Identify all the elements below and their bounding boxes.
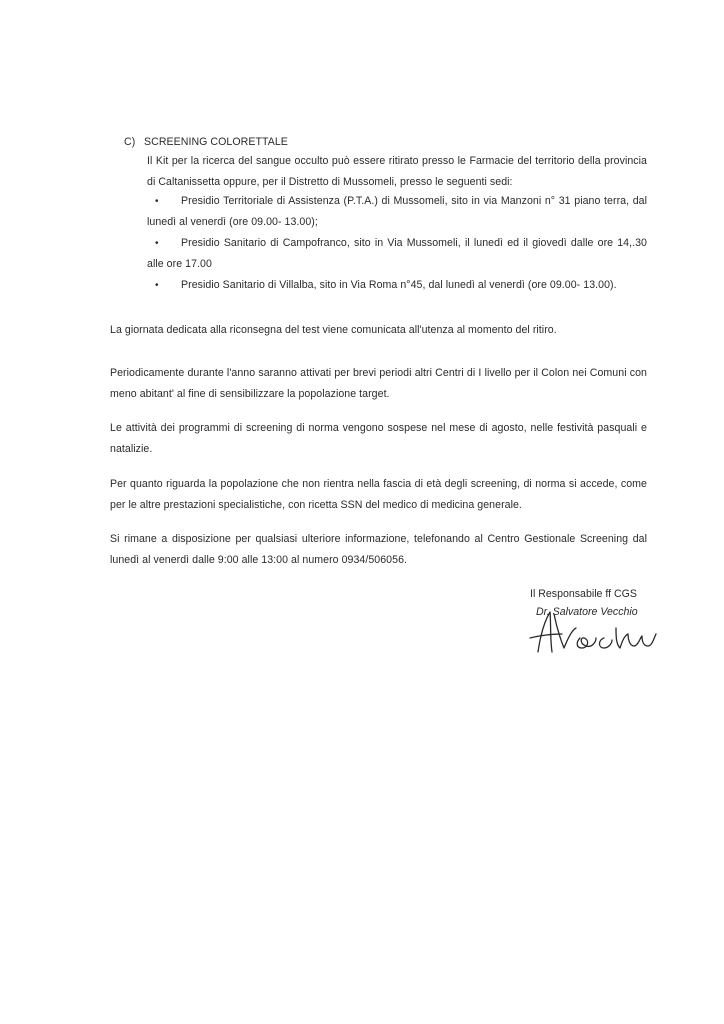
- list-item: [147, 233, 647, 275]
- paragraph-contatti: Si rimane a disposizione per qualsiasi ulteriore informazione, telefonando al Centro Gestionale Screening dal lunedì al venerdì dalle 9:00 alle 13:00 al numero 0934/506056.: [110, 533, 647, 566]
- paragraph-riconsegna: La giornata dedicata alla riconsegna del test viene comunicata all'utenza al momento del ritiro.: [110, 324, 557, 336]
- list-item-text: Presidio Sanitario di Villalba, sito in Via Roma n°45, dal lunedì al venerdì (ore 09.00- 13.00).: [181, 279, 617, 291]
- section-letter: C): [124, 136, 136, 148]
- paragraph-fascia: Per quanto riguarda la popolazione che non rientra nella fascia di età degli screening, di norma si accede, come per le altre prestazioni specialistiche, con ricetta SSN del medico di medicina generale.: [110, 478, 647, 511]
- list-item: [147, 275, 647, 296]
- sedi-list: [147, 191, 647, 296]
- paragraph-centri: Periodicamente durante l'anno saranno attivati per brevi periodi altri Centri di I livello per il Colon nei Comuni con meno abitant' al fine di sensibilizzare la popolazione target.: [110, 367, 647, 400]
- section-intro: Il Kit per la ricerca del sangue occulto può essere ritirato presso le Farmacie del territorio della provincia di Caltanissetta oppure, per il Distretto di Mussomeli, presso le seguenti sedi:: [147, 155, 647, 188]
- signatory-role: Il Responsabile ff CGS: [530, 588, 637, 600]
- list-item: [147, 191, 647, 233]
- section-heading: [124, 132, 624, 153]
- bullet-icon: •: [155, 238, 159, 249]
- signatory-name: Dr. Salvatore Vecchio: [536, 606, 638, 618]
- list-item-text: Presidio Territoriale di Assistenza (P.T.A.) di Mussomeli, sito in via Manzoni n° 31 piano terra, dal lunedì al venerdì (ore 09.00- 13.00);: [147, 195, 647, 228]
- section-title: SCREENING COLORETTALE: [144, 136, 288, 148]
- handwritten-signature: [524, 608, 664, 654]
- bullet-icon: •: [155, 196, 159, 207]
- paragraph-sospensione: Le attività dei programmi di screening di norma vengono sospese nel mese di agosto, nelle festività pasquali e natalizie.: [110, 422, 647, 455]
- list-item-text: Presidio Sanitario di Campofranco, sito in Via Mussomeli, il lunedì ed il giovedì dalle ore 14,.30 alle ore 17.00: [147, 237, 647, 270]
- bullet-icon: •: [155, 280, 159, 291]
